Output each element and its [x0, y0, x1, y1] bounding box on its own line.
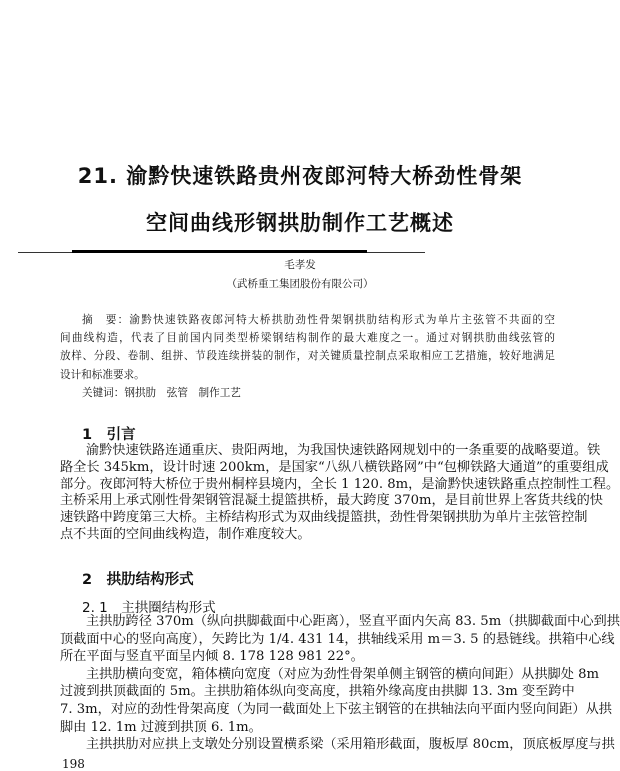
section-1-heading: 1 引言	[82, 427, 136, 443]
abstract-line: 间曲线构造，代表了目前国内同类型桥梁钢结构制作的最大难度之一。通过对钢拱肋曲线弦管的	[60, 332, 555, 345]
title-rule-thick	[72, 250, 367, 253]
page-number: 198	[62, 757, 85, 771]
section-2-1-heading: 2. 1 主拱圈结构形式	[82, 600, 216, 616]
text-line: 主拱拱肋对应拱上支墩处分别设置横系梁（采用箱形截面，腹板厚 80cm，顶底板厚度与拱	[86, 737, 615, 753]
keywords: 关键词：钢拱肋 弦管 制作工艺	[82, 386, 241, 399]
text-line: 脚由 12. 1m 过渡到拱顶 6. 1m。	[60, 719, 262, 735]
abstract-line: 设计和标准要求。	[60, 368, 145, 381]
text-line: 过渡到拱顶截面的 5m。主拱肋箱体纵向变高度，拱箱外缘高度由拱脚 13. 3m 变至跨中	[60, 684, 575, 700]
text-line: 速铁路中跨度第三大桥。主桥结构形式为双曲线提篮拱，劲性骨架钢拱肋为单片主弦管控制	[60, 510, 588, 526]
text-line: 主桥采用上承式刚性骨架钢管混凝土提篮拱桥，最大跨度 370m，是目前世界上客货共线的快	[60, 493, 603, 509]
title-line-1: 21. 渝黔快速铁路贵州夜郎河特大桥劲性骨架	[77, 164, 523, 188]
author: 毛孝发	[284, 259, 316, 271]
text-line: 路全长 345km，设计时速 200km，是国家“八纵八横铁路网”中“包柳铁路大通道”的重要组成	[60, 459, 609, 475]
abstract-line: 摘 要：渝黔快速铁路夜郎河特大桥拱肋劲性骨架钢拱肋结构形式为单片主弦管不共面的空	[82, 314, 555, 326]
text-line: 部分。夜郎河特大桥位于贵州桐梓县境内，全长 1 120. 8m，是渝黔快速铁路重点控制性工程。	[60, 476, 620, 492]
section-1-paragraph	[60, 443, 620, 544]
text-line: 主拱肋横向变宽，箱体横向宽度（对应为劲性骨架单侧主钢管的横向间距）从拱脚处 8m	[86, 666, 600, 682]
title-line-2: 空间曲线形钢拱肋制作工艺概述	[146, 211, 454, 235]
abstract-line: 放样、分段、卷制、组拼、节段连续拼装的制作，对关键质量控制点采取相应工艺措施，较好地满足	[60, 350, 555, 363]
section-2-heading: 2 拱肋结构形式	[82, 572, 194, 588]
text-line: 顶截面中心的竖向高度），矢跨比为 1/4. 431 14，拱轴线采用 m＝3. 5 的悬链线。拱箱中心线	[60, 631, 615, 647]
text-line: 渝黔快速铁路连通重庆、贵阳两地，为我国快速铁路网规划中的一条重要的战略要道。铁	[86, 443, 601, 458]
section-2-1-body	[60, 613, 620, 754]
affiliation: （武桥重工集团股份有限公司）	[226, 278, 374, 290]
text-line: 所在平面与竖直平面呈内倾 8. 178 128 981 22°。	[60, 649, 364, 665]
text-line: 主拱肋跨径 370m（纵向拱脚截面中心距离），竖直平面内矢高 83. 5m（拱脚截面中心到拱	[86, 614, 620, 629]
abstract	[60, 311, 555, 402]
text-line: 点不共面的空间曲线构造，制作难度较大。	[60, 526, 311, 542]
text-line: 7. 3m，对应的劲性骨架高度（为同一截面处上下弦主钢管的在拱轴法向平面内竖向间距）从拱	[60, 701, 612, 717]
